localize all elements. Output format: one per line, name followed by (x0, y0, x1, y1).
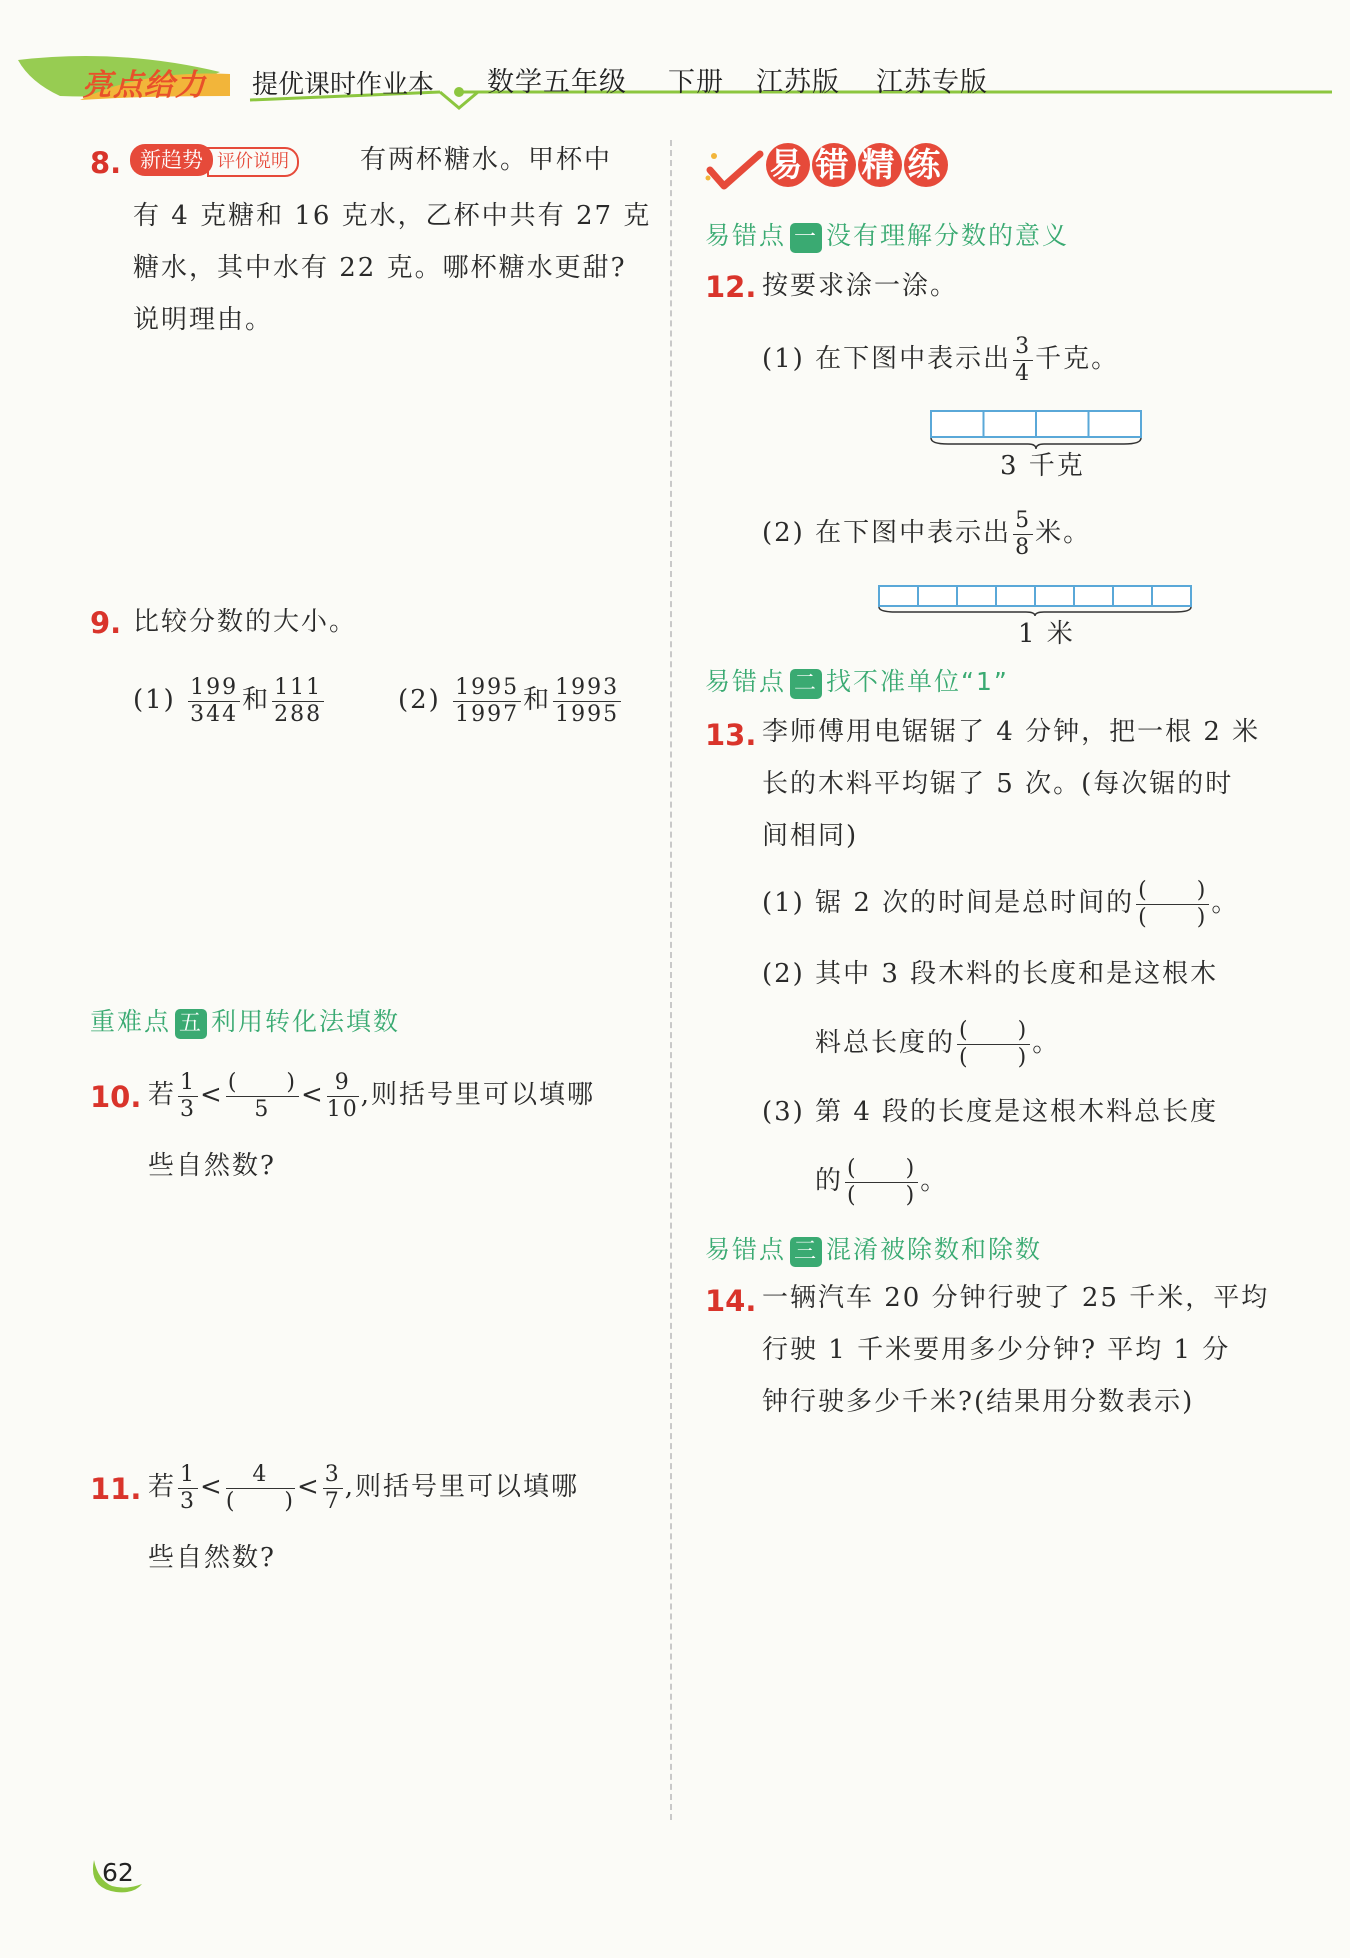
fraction-1-3: $\frac{1}{3}$ (180, 1461, 197, 1514)
fraction-1993-1995: $\frac{1993}{1995}$ (555, 674, 620, 727)
fraction-blank-5: $\frac{( )}{5}$ (227, 1069, 297, 1122)
question-9-part-2 (398, 670, 623, 730)
question-14-number: 14. (705, 1284, 757, 1318)
question-11-number: 11. (90, 1472, 142, 1506)
question-13-part-2-line-2: 料总长度的 $\frac{( )}{( )}$ 。 (815, 1017, 1061, 1070)
fraction-3-7: $\frac{3}{7}$ (324, 1461, 341, 1514)
special-edition-label: 江苏专版 (876, 67, 988, 98)
question-14-line-2: 行驶 1 千米要用多少分钟? 平均 1 分 (762, 1335, 1231, 1365)
and-word: 和 (523, 685, 552, 715)
question-11-line-2: 些自然数? (148, 1543, 276, 1573)
section-label: 重难点 (90, 1007, 172, 1036)
fraction-111-288: $\frac{111}{288}$ (274, 674, 323, 727)
question-9-part-1 (133, 670, 326, 730)
question-12-number: 12. (705, 270, 757, 304)
error-point-3: 易错点 三 混淆被除数和除数 (705, 1230, 1042, 1267)
fraction-1995-1997: $\frac{1995}{1997}$ (455, 674, 520, 727)
question-13-line-1: 李师傅用电锯锯了 4 分钟，把一根 2 米 (762, 717, 1261, 747)
question-8-line-4: 说明理由。 (133, 305, 274, 335)
question-13-part-3-line-1: (3) 第 4 段的长度是这根木料总长度 (762, 1097, 1219, 1127)
brand-logo-text: 亮点给力 (82, 68, 206, 103)
question-9-text: 比较分数的大小。 (133, 607, 358, 637)
volume-label: 下册 (668, 67, 724, 98)
bar-1-label: 3 千克 (1000, 451, 1085, 481)
part-1-label: (1) (133, 685, 176, 715)
question-9-number: 9. (90, 606, 122, 640)
question-10-line-2: 些自然数? (148, 1151, 276, 1181)
blank-fraction[interactable]: $\frac{( )}{( )}$ (959, 1017, 1029, 1070)
new-trend-tag: 新趋势 (130, 144, 213, 176)
book-subtitle: 提优课时作业本 (252, 70, 435, 100)
question-8-number: 8. (90, 146, 122, 180)
section-title-error-practice: 易 错 精 练 (766, 143, 950, 187)
edition-label: 江苏版 (756, 67, 840, 98)
question-8-line-1: 有两杯糖水。甲杯中 (360, 145, 613, 175)
question-14-line-1: 一辆汽车 20 分钟行驶了 25 千米，平均 (762, 1283, 1270, 1313)
error-point-1: 易错点 一 没有理解分数的意义 (705, 216, 1069, 253)
section-title: 利用转化法填数 (211, 1007, 401, 1036)
question-13-line-2: 长的木料平均锯了 5 次。(每次锯的时 (762, 769, 1234, 799)
blank-fraction[interactable]: $\frac{( )}{( )}$ (847, 1155, 917, 1208)
page-number: 62 (102, 1858, 134, 1887)
question-13-number: 13. (705, 718, 757, 752)
checkmark-icon (704, 148, 766, 194)
and-word: 和 (242, 685, 271, 715)
fraction-9-10: $\frac{9}{10}$ (326, 1069, 359, 1122)
fraction-3-4: $\frac{3}{4}$ (1015, 333, 1032, 386)
question-10-line-1: 若 $\frac{1}{3}$ < $\frac{( )}{5}$ < $\frac{9}{10}$ ,则括号里可以填哪 (148, 1069, 596, 1122)
question-12-part-2: (2) 在下图中表示出 $\frac{5}{8}$ 米。 (762, 507, 1092, 560)
question-14-line-3: 钟行驶多少千米?(结果用分数表示) (762, 1387, 1195, 1417)
fraction-4-blank: $\frac{4}{( )}$ (225, 1461, 295, 1514)
section-badge: 五 (175, 1009, 207, 1039)
question-13-line-3: 间相同) (762, 821, 859, 851)
fraction-1-3: $\frac{1}{3}$ (180, 1069, 197, 1122)
bar-2-label: 1 米 (1018, 619, 1075, 649)
question-13-part-3-line-2: 的 $\frac{( )}{( )}$ 。 (815, 1155, 949, 1208)
grade-label: 数学五年级 (487, 67, 627, 98)
question-12-part-1: (1) 在下图中表示出 $\frac{3}{4}$ 千克。 (762, 333, 1120, 386)
evaluation-tag: 评价说明 (207, 147, 299, 177)
question-12-text: 按要求涂一涂。 (762, 271, 959, 301)
blank-fraction[interactable]: $\frac{( )}{( )}$ (1138, 877, 1208, 930)
question-13-part-1: (1) 锯 2 次的时间是总时间的 $\frac{( )}{( )}$ 。 (762, 877, 1240, 930)
column-divider (670, 140, 672, 1820)
fraction-5-8: $\frac{5}{8}$ (1015, 507, 1032, 560)
question-13-part-2-line-1: (2) 其中 3 段木料的长度和是这根木 (762, 959, 1219, 989)
question-10-number: 10. (90, 1080, 142, 1114)
section-key-point-5 (90, 1002, 400, 1039)
fraction-199-344: $\frac{199}{344}$ (190, 674, 239, 727)
question-8-line-3: 糖水，其中水有 22 克。哪杯糖水更甜? (133, 253, 627, 283)
question-11-line-1: 若 $\frac{1}{3}$ < $\frac{4}{( )}$ < $\frac{3}{7}$ ,则括号里可以填哪 (148, 1461, 580, 1514)
question-8-line-2: 有 4 克糖和 16 克水，乙杯中共有 27 克 (133, 201, 652, 231)
part-2-label: (2) (398, 685, 441, 715)
question-8-tags (130, 144, 299, 177)
error-point-2: 易错点 二 找不准单位“1” (705, 662, 1009, 699)
